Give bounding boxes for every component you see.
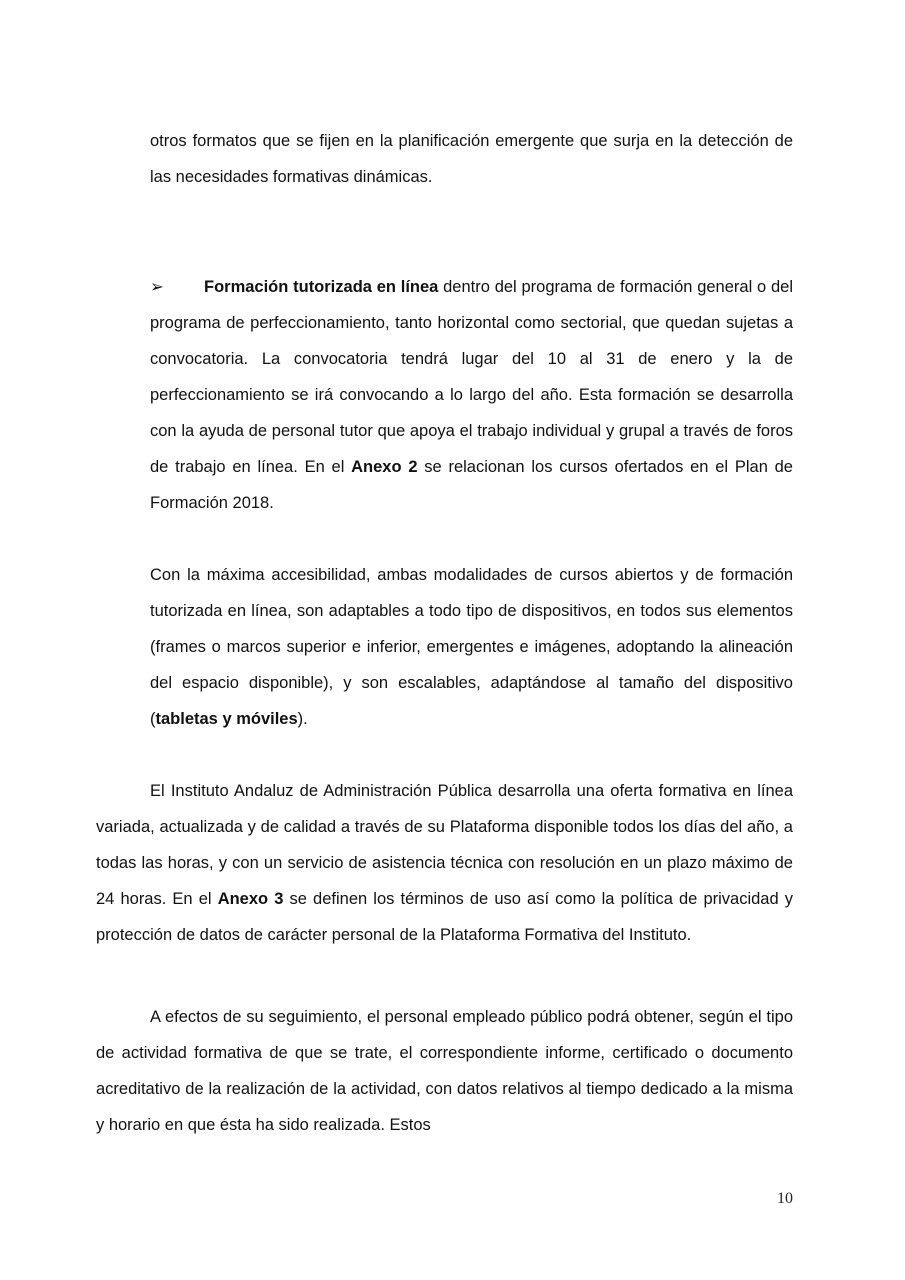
bold-lead-text: Formación tutorizada en línea — [204, 278, 439, 296]
annex-3-reference: Anexo 3 — [217, 890, 284, 908]
paragraph-follow-up: A efectos de su seguimiento, el personal empleado público podrá obtener, según el tipo de actividad formativa de que se trate, el correspondiente informe, certificado o documento acreditativo de la realización de la actividad, con datos relativos al tiempo dedicado a la misma y horario en que ésta ha sido realizada. Estos — [96, 1008, 793, 1134]
paragraph-institute-offer — [96, 773, 793, 953]
tablets-mobiles-bold: tabletas y móviles — [155, 710, 298, 728]
paragraph-continuation: otros formatos que se fijen en la planificación emergente que surja en la detección de las necesidades formativas dinámicas. — [150, 132, 793, 186]
arrow-bullet-icon: ➢ — [150, 278, 164, 296]
bullet-text-part-a: dentro del programa de formación general o del programa de perfeccionamiento, tanto horizontal como sectorial, que quedan sujetas a convocatoria. La convocatoria tendrá lugar del 10 al 31 de enero y la de perfeccionamiento se irá convocando a lo largo del año. Esta formación se desarrolla con la ayuda de personal tutor que apoya el trabajo individual y grupal a través de foros de trabajo en línea. En el — [150, 278, 793, 476]
institute-text-part-b: se definen los términos de uso así como la política de privacidad y protección de datos de carácter personal de la Plataforma Formativa del Instituto. — [96, 890, 794, 944]
paragraph-accessibility — [150, 557, 793, 737]
annex-2-reference: Anexo 2 — [351, 458, 418, 476]
accessibility-text-part-a: Con la máxima accesibilidad, ambas modalidades de cursos abiertos y de formación tutorizada en línea, son adaptables a todo tipo de dispositivos, en todos sus elementos (frames o marcos superior e inferior, emergentes e imágenes, adoptando la alineación del espacio disponible), y son escalables, adaptándose al tamaño del dispositivo ( — [150, 566, 793, 728]
accessibility-text-part-b: ). — [297, 710, 308, 728]
bullet-text-part-b: se relacionan los cursos ofertados en el Plan de Formación 2018. — [150, 458, 793, 512]
bullet-paragraph-online-training — [150, 269, 793, 521]
institute-text-part-a: El Instituto Andaluz de Administración Pública desarrolla una oferta formativa en línea variada, actualizada y de calidad a través de su Plataforma disponible todos los días del año, a todas las horas, y con un servicio de asistencia técnica con resolución en un plazo máximo de 24 horas. En el — [96, 782, 793, 908]
page-number: 10 — [777, 1190, 793, 1207]
